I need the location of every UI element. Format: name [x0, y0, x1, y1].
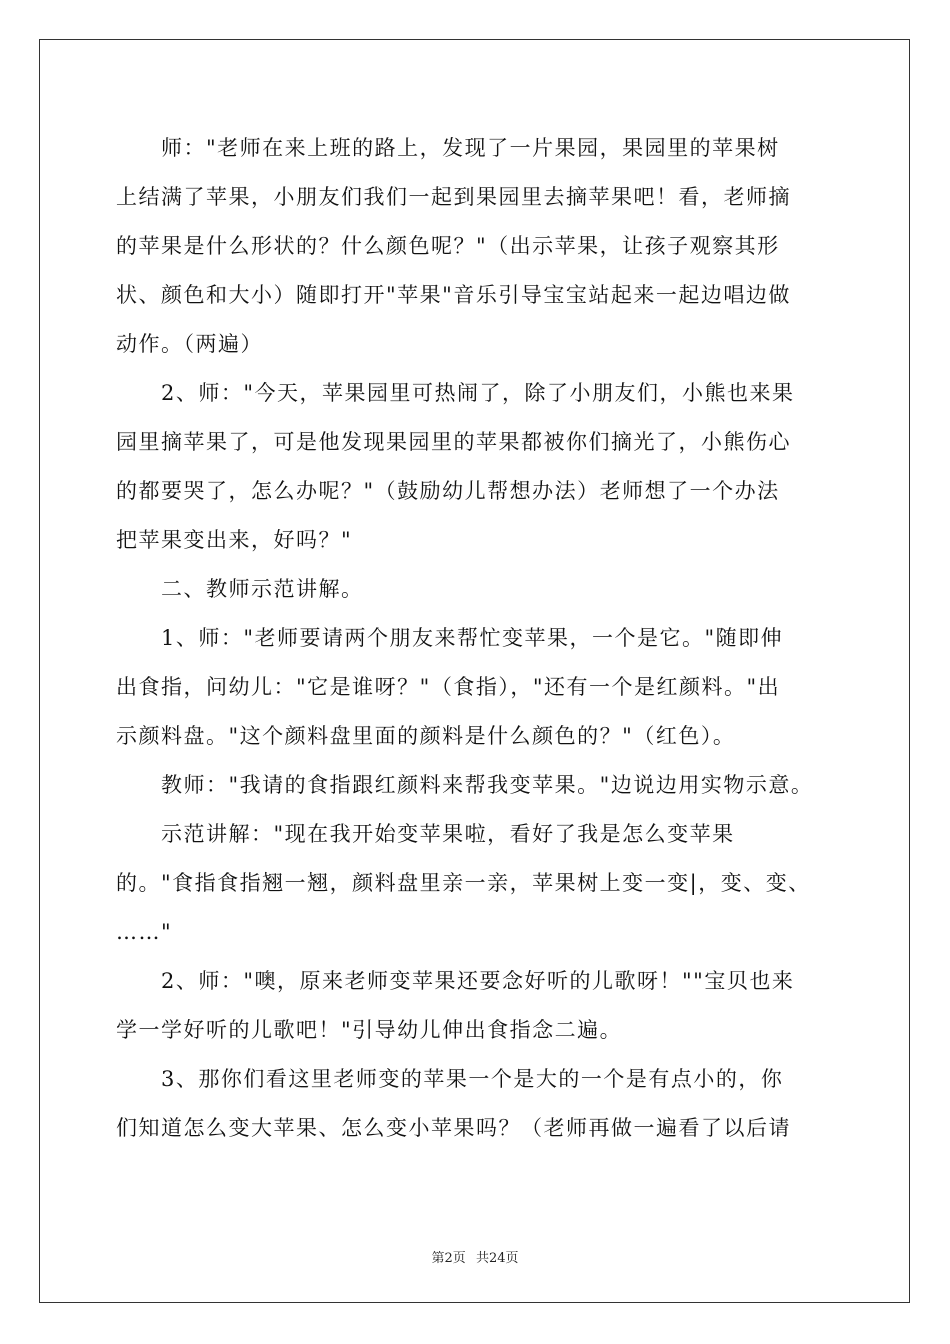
text-line: 3、那你们看这里老师变的苹果一个是大的一个是有点小的，你 — [116, 1067, 784, 1091]
text-line: 示颜料盘。"这个颜料盘里面的颜料是什么颜色的？"（红色）。 — [116, 724, 736, 748]
text-line: 们知道怎么变大苹果、怎么变小苹果吗？（老师再做一遍看了以后请 — [116, 1116, 791, 1140]
text-line: 动作。（两遍） — [116, 332, 263, 356]
document-body — [116, 124, 836, 1153]
text-line: 示范讲解："现在我开始变苹果啦，看好了我是怎么变苹果 — [116, 822, 735, 846]
page-footer — [0, 1247, 950, 1266]
page-number: 第2页 — [431, 1251, 466, 1266]
text-line: 学一学好听的儿歌吧！"引导幼儿伸出食指念二遍。 — [116, 1018, 623, 1042]
page-total: 共24页 — [475, 1251, 519, 1266]
text-line: ……" — [116, 920, 173, 944]
text-line: 师："老师在来上班的路上，发现了一片果园，果园里的苹果树 — [116, 136, 780, 160]
text-line: 2、师："噢，原来老师变苹果还要念好听的儿歌呀！""宝贝也来 — [116, 969, 795, 993]
text-line: 教师："我请的食指跟红颜料来帮我变苹果。"边说边用实物示意。 — [116, 773, 814, 797]
text-line: 1、师："老师要请两个朋友来帮忙变苹果，一个是它。"随即伸 — [116, 626, 784, 650]
text-line: 出食指，问幼儿："它是谁呀？"（食指），"还有一个是红颜料。"出 — [116, 675, 781, 699]
text-line: 的。"食指食指翘一翘，颜料盘里亲一亲，苹果树上变一变|，变、变、 — [116, 871, 811, 895]
text-line: 2、师："今天，苹果园里可热闹了，除了小朋友们，小熊也来果 — [116, 381, 795, 405]
text-line: 状、颜色和大小）随即打开"苹果"音乐引导宝宝站起来一起边唱边做 — [116, 283, 791, 307]
text-line: 的苹果是什么形状的？什么颜色呢？"（出示苹果，让孩子观察其形 — [116, 234, 780, 258]
text-line: 把苹果变出来，好吗？" — [116, 528, 353, 552]
text-line: 上结满了苹果，小朋友们我们一起到果园里去摘苹果吧！看，老师摘 — [116, 185, 791, 209]
section-heading: 二、教师示范讲解。 — [116, 577, 364, 601]
text-line: 的都要哭了，怎么办呢？"（鼓励幼儿帮想办法）老师想了一个办法 — [116, 479, 780, 503]
text-line: 园里摘苹果了，可是他发现果园里的苹果都被你们摘光了，小熊伤心 — [116, 430, 791, 454]
